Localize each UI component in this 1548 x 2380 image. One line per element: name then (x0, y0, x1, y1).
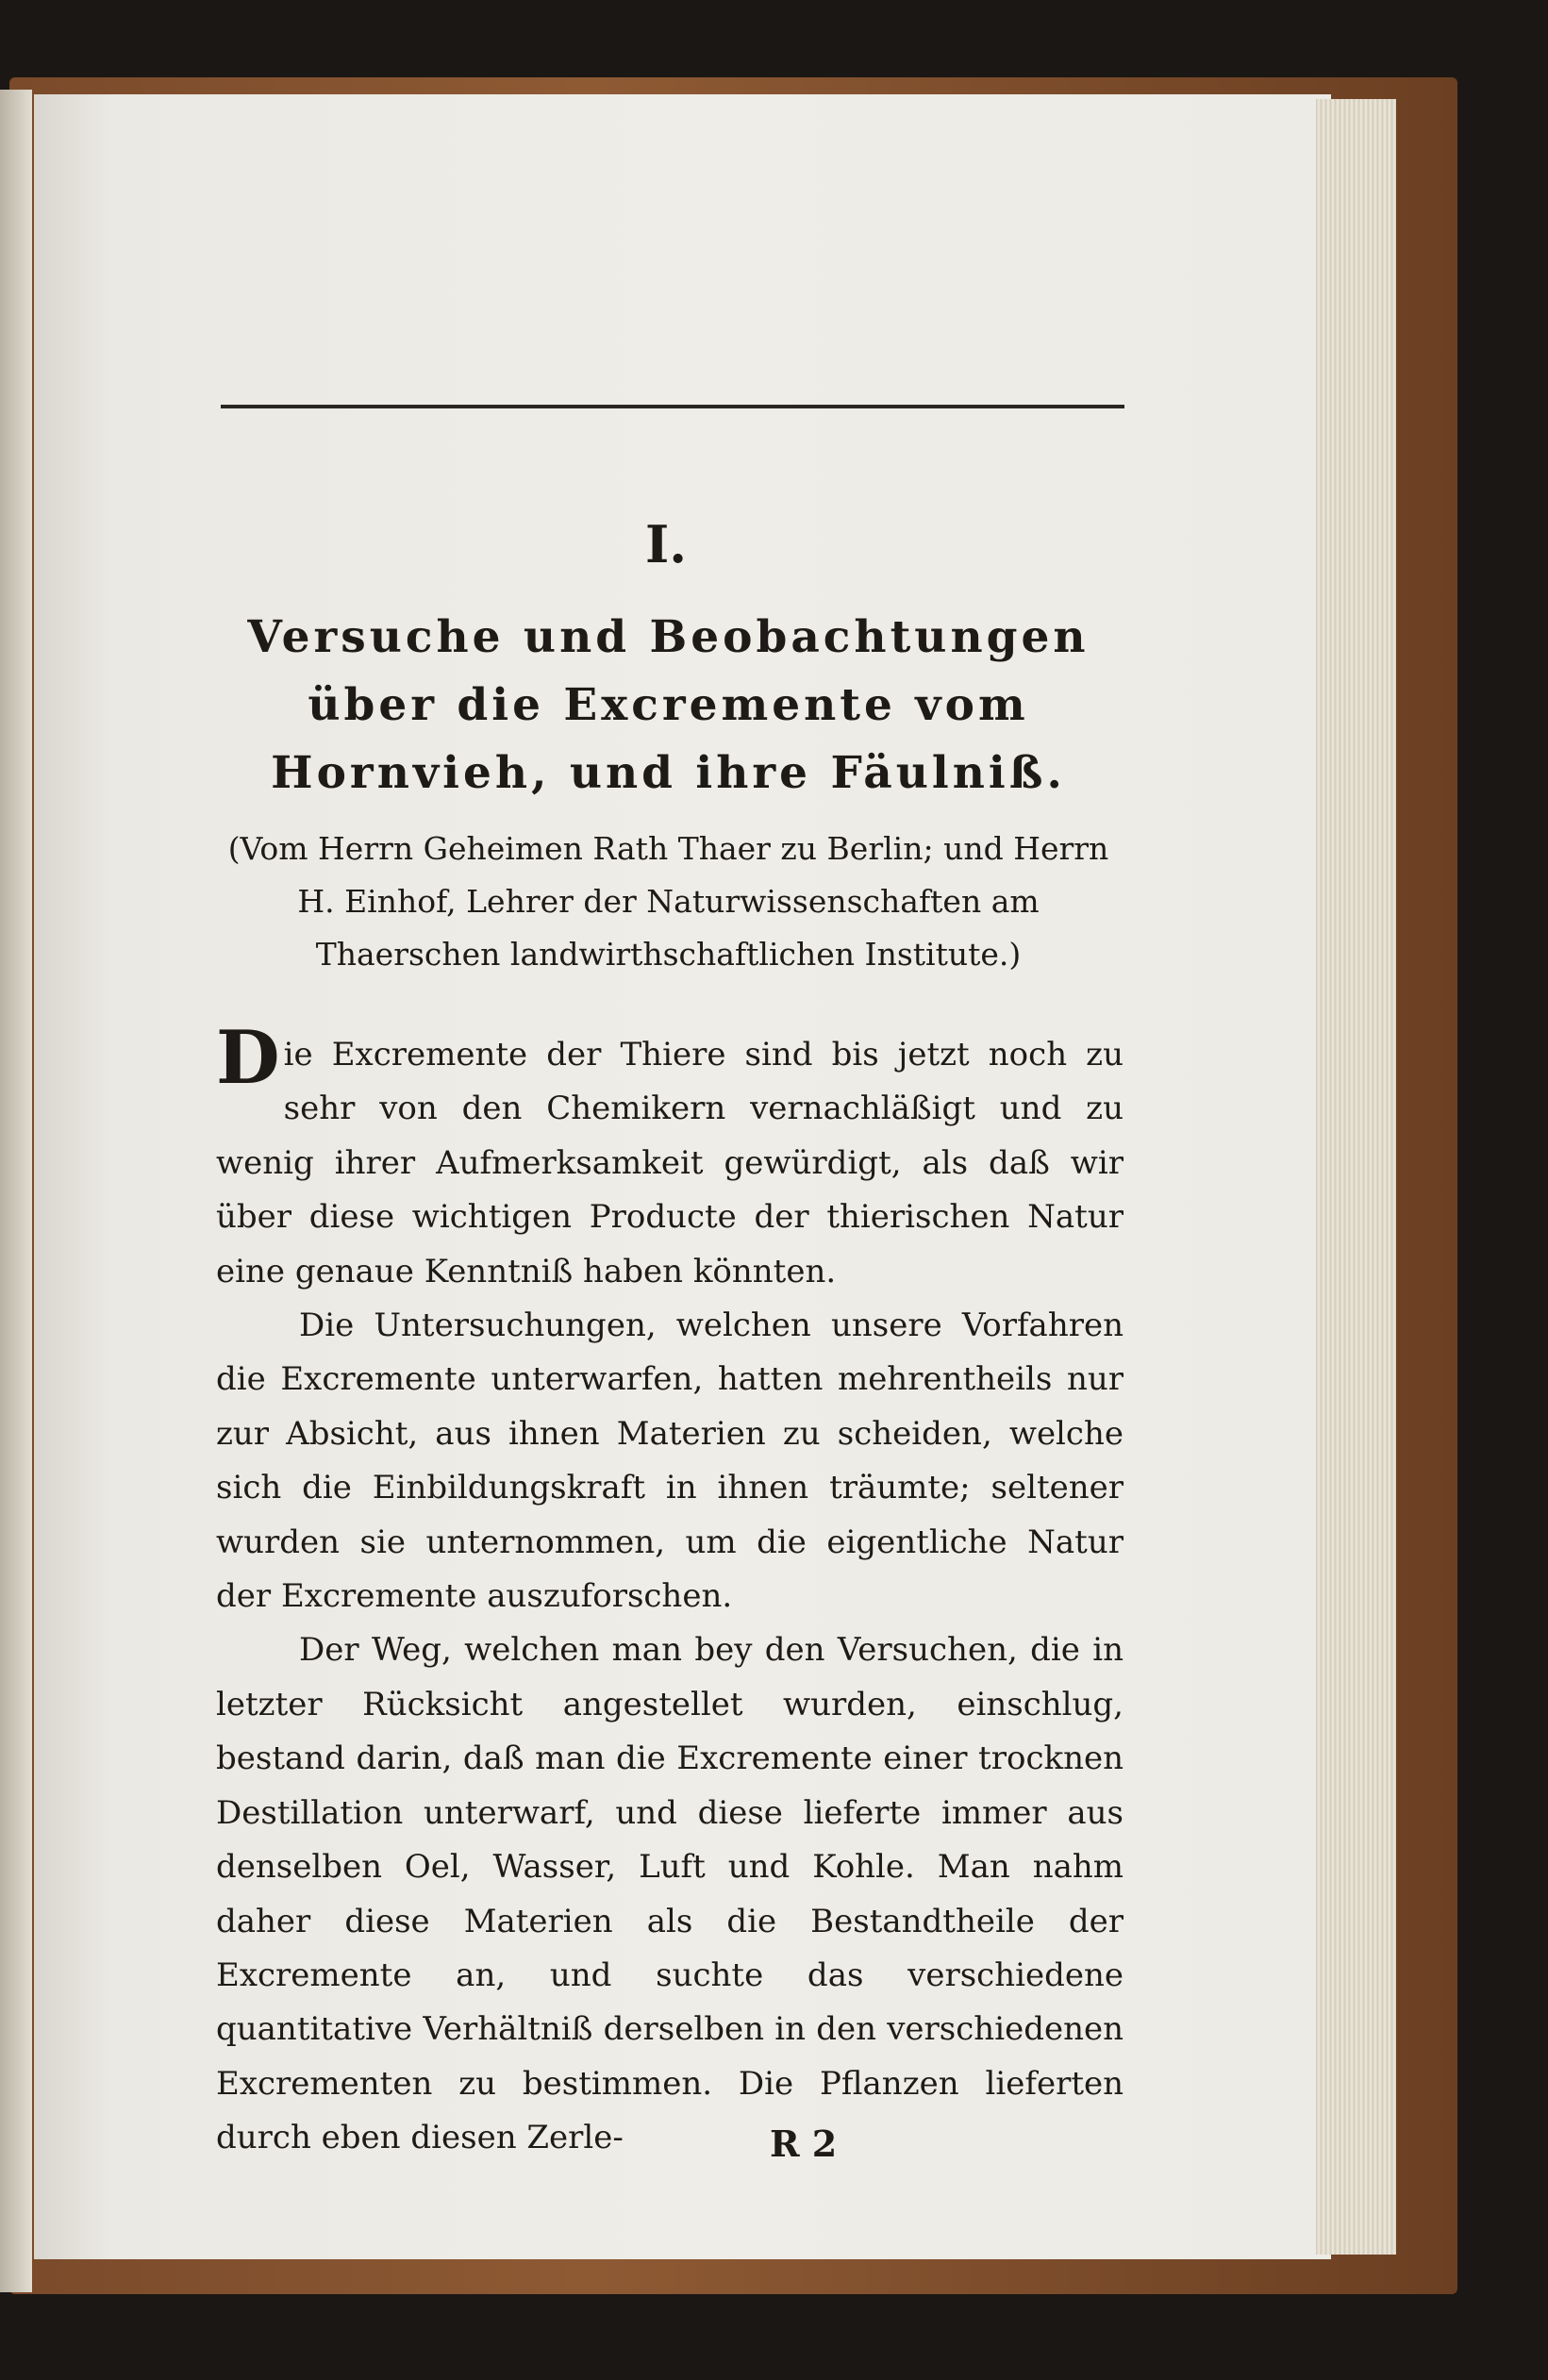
page-edges (1316, 99, 1396, 2255)
paragraph-1 (216, 1015, 1124, 1299)
header-rule (221, 405, 1124, 408)
paragraph-2: Die Untersuchungen, welchen unsere Vorfahren die Excremente unterwarfen, hatten mehrentheils nur zur Absicht, aus ihnen Materien zu scheiden, welche sich die Einbildungskraft in ihnen träumte; seltener wurden sie unternommen, um die eigentliche Natur der Excremente auszuforschen. (216, 1307, 1124, 1616)
drop-cap: D (216, 1015, 280, 1101)
paragraph-1-text: ie Excremente der Thiere sind bis jetzt noch zu sehr von den Chemikern vernachläßigt und zu wenig ihrer Aufmerksamkeit gewürdigt, als daß wir über diese wichtigen Producte der thierischen Natur eine genaue Kenntniß haben könnten. (216, 1036, 1124, 1290)
book-page (34, 94, 1331, 2259)
signature-mark: R 2 (770, 2122, 838, 2165)
author-line: (Vom Herrn Geheimen Rath Thaer zu Berlin; und Herrn H. Einhof, Lehrer der Naturwissenschaften am Thaerschen landwirthschaftlichen Institute.) (227, 830, 1109, 973)
section-number: I. (644, 514, 688, 574)
chapter-title: Versuche und Beobachtungen über die Excremente vom Hornvieh, und ihre Fäulniß. (247, 611, 1090, 799)
left-page-edge (0, 90, 32, 2292)
paragraph-3: Der Weg, welchen man bey den Versuchen, die in letzter Rücksicht angestellet wurden, einschlug, bestand darin, daß man die Excremente einer trocknen Destillation unterwarf, und diese lieferte immer aus denselben Oel, Wasser, Luft und Kohle. Man nahm daher diese Materien als die Bestandtheile der Excremente an, und suchte das verschiedene quantitative Verhältniß derselben in den verschiedenen Excrementen zu bestimmen. Die Pflanzen lieferten durch eben diesen Zerle- (216, 1631, 1124, 2157)
body-text (216, 1015, 1124, 2166)
